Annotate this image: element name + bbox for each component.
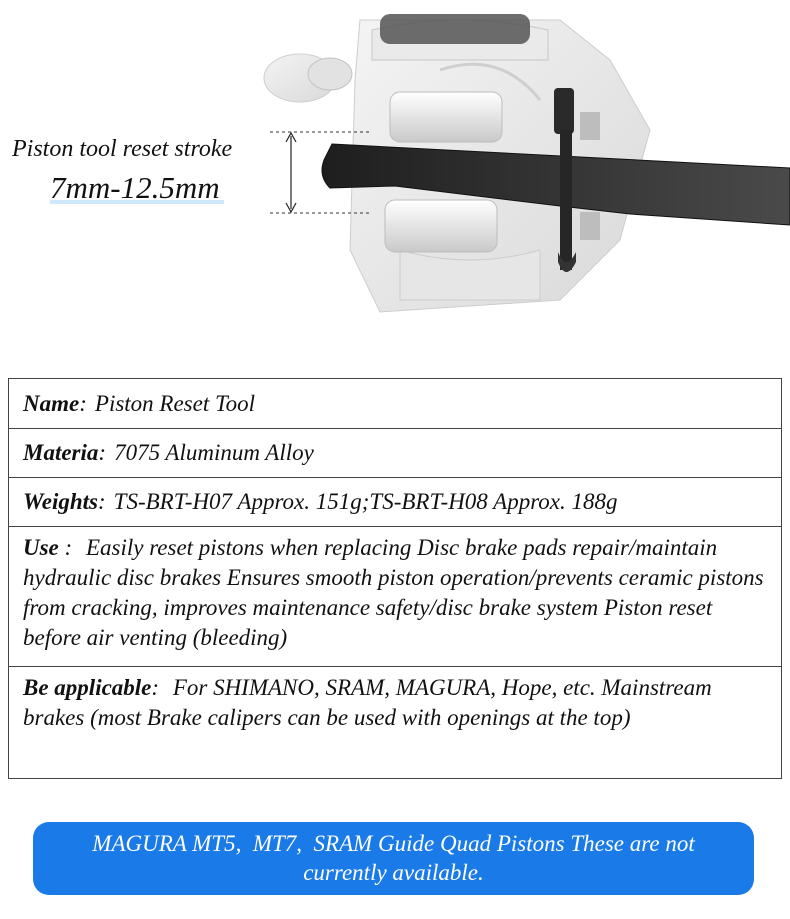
spec-table bbox=[8, 378, 782, 779]
lower-piston bbox=[385, 200, 497, 252]
spec-sep: : bbox=[151, 675, 160, 700]
spec-value-weights: TS-BRT-H07 Approx. 151g;TS-BRT-H08 Approx. 188g bbox=[113, 489, 618, 514]
spec-label-name: Name bbox=[23, 390, 80, 416]
spec-row-name bbox=[9, 379, 781, 428]
stroke-value: 7mm-12.5mm bbox=[50, 170, 220, 205]
spec-label-applicable: Be applicable bbox=[23, 675, 152, 700]
spec-value-use: Easily reset pistons when replacing Disc brake pads repair/maintain hydraulic disc brakes Ensures smooth piston operation/prevents ceramic pistons from cracking, improves maintenance safety/disc brake system Piston reset before air venting (bleeding) bbox=[23, 535, 764, 650]
stroke-title: Piston tool reset stroke bbox=[12, 136, 233, 162]
spec-value-applicable: For SHIMANO, SRAM, MAGURA, Hope, etc. Mainstream brakes (most Brake calipers can be used with openings at the top) bbox=[23, 675, 712, 730]
spec-sep: : bbox=[97, 489, 106, 514]
spec-row-material bbox=[9, 428, 781, 477]
availability-notice-text: MAGURA MT5, MT7, SRAM Guide Quad Pistons These are not currently available. bbox=[92, 831, 695, 885]
spec-value-material: 7075 Aluminum Alloy bbox=[114, 440, 314, 465]
spec-row-use bbox=[9, 526, 781, 666]
spec-row-weights bbox=[9, 477, 781, 526]
spec-value-name: Piston Reset Tool bbox=[94, 390, 256, 416]
spec-label-weights: Weights bbox=[23, 489, 98, 514]
upper-piston bbox=[390, 92, 502, 142]
spec-label-use: Use bbox=[23, 535, 59, 560]
spec-label-material: Materia bbox=[23, 440, 99, 465]
spec-row-applicable bbox=[9, 666, 781, 778]
spec-sep: : bbox=[79, 390, 87, 416]
availability-notice bbox=[33, 822, 754, 895]
spec-sep: : bbox=[64, 535, 73, 560]
spec-sep: : bbox=[98, 440, 107, 465]
caliper-illustration bbox=[0, 0, 790, 330]
